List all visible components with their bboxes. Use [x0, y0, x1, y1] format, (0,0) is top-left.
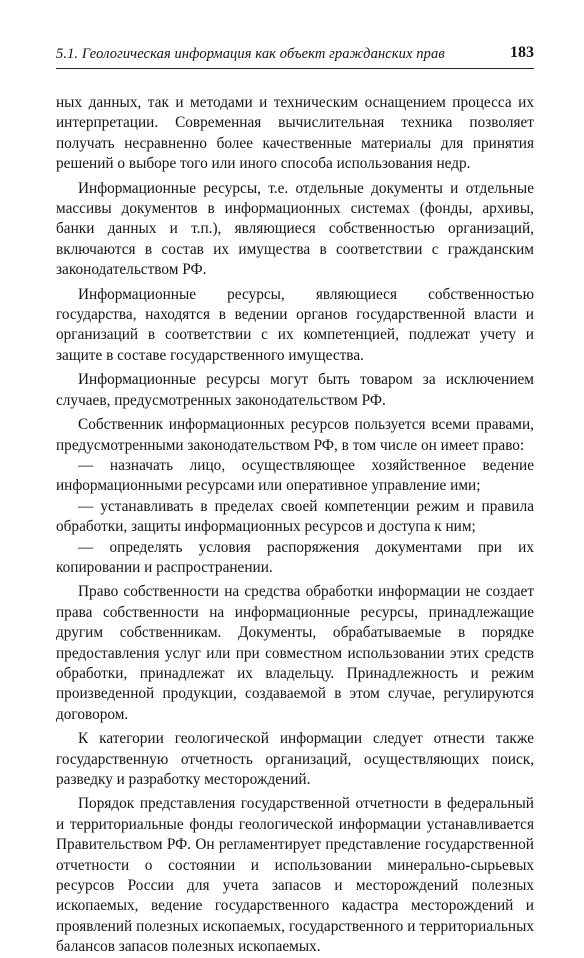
- running-head: [56, 44, 534, 68]
- paragraph: Порядок представления государственной отчетности в федеральный и территориальные фонды геологической информации устанавливается Правительством РФ. Он регламентирует представление государственной отчетности о состоянии и использовании минерально-сырьевых ресурсов России для учета запасов и месторождений полезных ископаемых, ведение государственного кадастра месторождений и проявлений полезных ископаемых, государственного и территориальных балансов запасов полезных ископаемых.: [56, 795, 534, 956]
- paragraph: Информационные ресурсы, т.е. отдельные документы и отдельные массивы документов в информационных системах (фонды, архивы, банки данных и т.п.), являющиеся собственностью организаций, включаются в состав их имущества в соответствии с гражданским законодательством РФ.: [56, 179, 534, 279]
- list-item: — определять условия распоряжения документами при их копировании и распространении.: [56, 538, 534, 576]
- running-head-title: 5.1. Геологическая информация как объект гражданских прав: [56, 46, 445, 62]
- paragraph: Информационные ресурсы могут быть товаром за исключением случаев, предусмотренных законодательством РФ.: [56, 371, 534, 409]
- paragraph: Собственник информационных ресурсов пользуется всеми правами, предусмотренными законодательством РФ, в том числе он имеет право:: [56, 416, 534, 454]
- list-item: — устанавливать в пределах своей компетенции режим и правила обработки, защиты информационных ресурсов и доступа к ним;: [56, 497, 534, 536]
- header-rule: [56, 68, 534, 69]
- list-item: — назначать лицо, осуществляющее хозяйственное ведение информационными ресурсами или оперативное управление ими;: [56, 456, 534, 495]
- paragraph: Право собственности на средства обработки информации не создает права собственности на информационные ресурсы, принадлежащие другим собственникам. Документы, обрабатываемые в порядке предоставления услуг или при совместном использовании этих средств обработки, принадлежат их владельцу. Принадлежность и режим произведенной продукции, создаваемой в этом случае, регулируются договором.: [56, 583, 534, 723]
- body-text: [56, 93, 534, 958]
- paragraph: ных данных, так и методами и техническим оснащением процесса их интерпретации. Современная вычислительная техника позволяет получать несравненно более качественные материалы для принятия решений о выборе того или иного способа использования недр.: [56, 94, 534, 173]
- page-number: 183: [510, 44, 534, 61]
- paragraph: Информационные ресурсы, являющиеся собственностью государства, находятся в ведении органов государственной власти и организаций в соответствии с их компетенцией, подлежат учету и защите в составе государственного имущества.: [56, 285, 534, 364]
- paragraph: К категории геологической информации следует отнести также государственную отчетность организаций, осуществляющих поиск, разведку и разработку месторождений.: [56, 730, 534, 788]
